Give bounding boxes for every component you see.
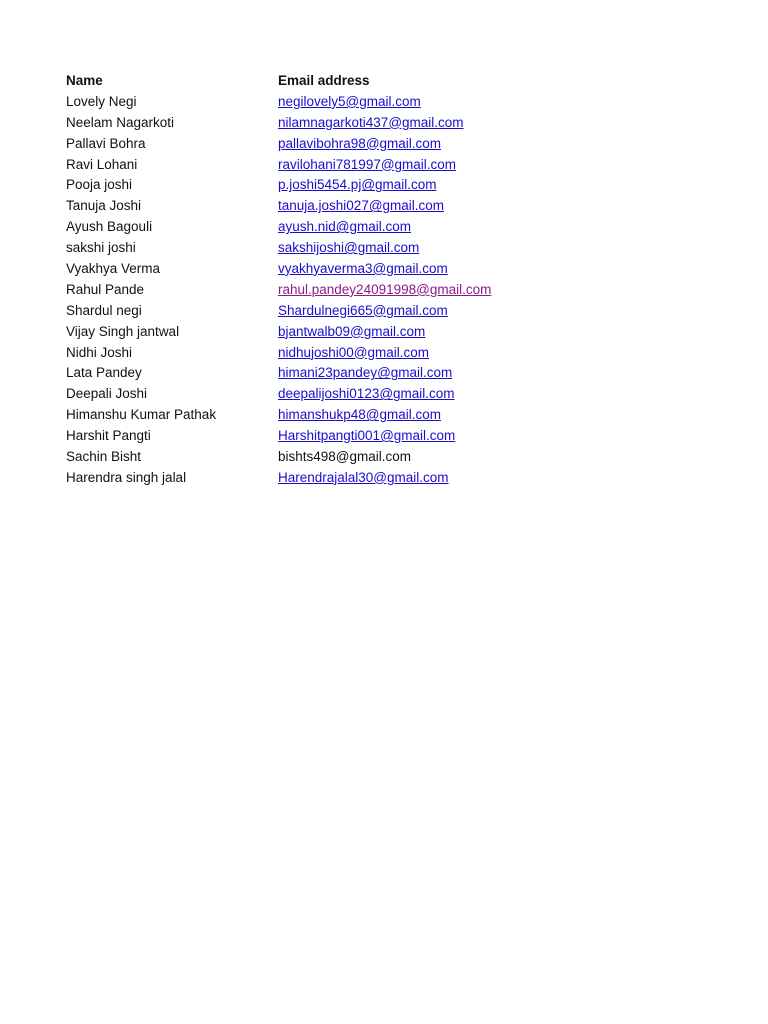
contact-name: Pallavi Bohra: [66, 135, 146, 151]
table-row: [66, 112, 686, 133]
contact-sheet: [66, 70, 686, 488]
table-row: [66, 216, 686, 237]
table-row: [66, 467, 686, 488]
email-link[interactable]: Harendrajalal30@gmail.com: [278, 469, 449, 485]
contact-name: Himanshu Kumar Pathak: [66, 407, 217, 423]
contact-name: Pooja joshi: [66, 177, 133, 193]
email-link[interactable]: pallavibohra98@gmail.com: [278, 135, 442, 151]
table-row: [66, 279, 686, 300]
table-row: [66, 362, 686, 383]
contact-name: Neelam Nagarkoti: [66, 114, 175, 130]
email-link[interactable]: bjantwalb09@gmail.com: [278, 323, 426, 339]
email-link[interactable]: p.joshi5454.pj@gmail.com: [278, 177, 437, 193]
header-email: Email address: [278, 72, 370, 88]
email-link[interactable]: ravilohani781997@gmail.com: [278, 156, 457, 172]
email-link[interactable]: sakshijoshi@gmail.com: [278, 240, 420, 256]
table-row: [66, 300, 686, 321]
table-row: [66, 404, 686, 425]
contact-name: Rahul Pande: [66, 281, 145, 297]
table-row: [66, 321, 686, 342]
table-row: [66, 258, 686, 279]
table-row: [66, 154, 686, 175]
table-row: [66, 342, 686, 363]
header-name: Name: [66, 72, 103, 88]
contact-name: Sachin Bisht: [66, 448, 142, 464]
table-row: [66, 425, 686, 446]
email-link[interactable]: ayush.nid@gmail.com: [278, 219, 412, 235]
table-row: [66, 195, 686, 216]
contact-name: Nidhi Joshi: [66, 344, 133, 360]
email-link[interactable]: himanshukp48@gmail.com: [278, 407, 442, 423]
table-row: [66, 133, 686, 154]
contact-name: Ravi Lohani: [66, 156, 138, 172]
contact-name: Lovely Negi: [66, 93, 137, 109]
table-row: [66, 237, 686, 258]
email-link[interactable]: Shardulnegi665@gmail.com: [278, 302, 448, 318]
email-link[interactable]: himani23pandey@gmail.com: [278, 365, 453, 381]
table-row: [66, 383, 686, 404]
contact-name: Vijay Singh jantwal: [66, 323, 180, 339]
contact-rows: [66, 91, 686, 488]
contact-name: sakshi joshi: [66, 240, 136, 256]
email-link[interactable]: deepalijoshi0123@gmail.com: [278, 386, 455, 402]
contact-name: Lata Pandey: [66, 365, 142, 381]
email-link[interactable]: nidhujoshi00@gmail.com: [278, 344, 430, 360]
email-link[interactable]: Harshitpangti001@gmail.com: [278, 428, 456, 444]
contact-name: Tanuja Joshi: [66, 198, 142, 214]
contact-name: Harendra singh jalal: [66, 469, 187, 485]
email-link[interactable]: tanuja.joshi027@gmail.com: [278, 198, 445, 214]
table-row: [66, 446, 686, 467]
email-text: bishts498@gmail.com: [278, 448, 412, 464]
contact-name: Deepali Joshi: [66, 386, 148, 402]
email-link[interactable]: nilamnagarkoti437@gmail.com: [278, 114, 464, 130]
email-link[interactable]: rahul.pandey24091998@gmail.com: [278, 281, 492, 297]
table-row: [66, 91, 686, 112]
contact-name: Vyakhya Verma: [66, 260, 161, 276]
email-link[interactable]: vyakhyaverma3@gmail.com: [278, 260, 448, 276]
table-row: [66, 174, 686, 195]
contact-name: Shardul negi: [66, 302, 142, 318]
contact-name: Ayush Bagouli: [66, 219, 153, 235]
contact-name: Harshit Pangti: [66, 428, 151, 444]
header-row: [66, 70, 686, 91]
email-link[interactable]: negilovely5@gmail.com: [278, 93, 421, 109]
